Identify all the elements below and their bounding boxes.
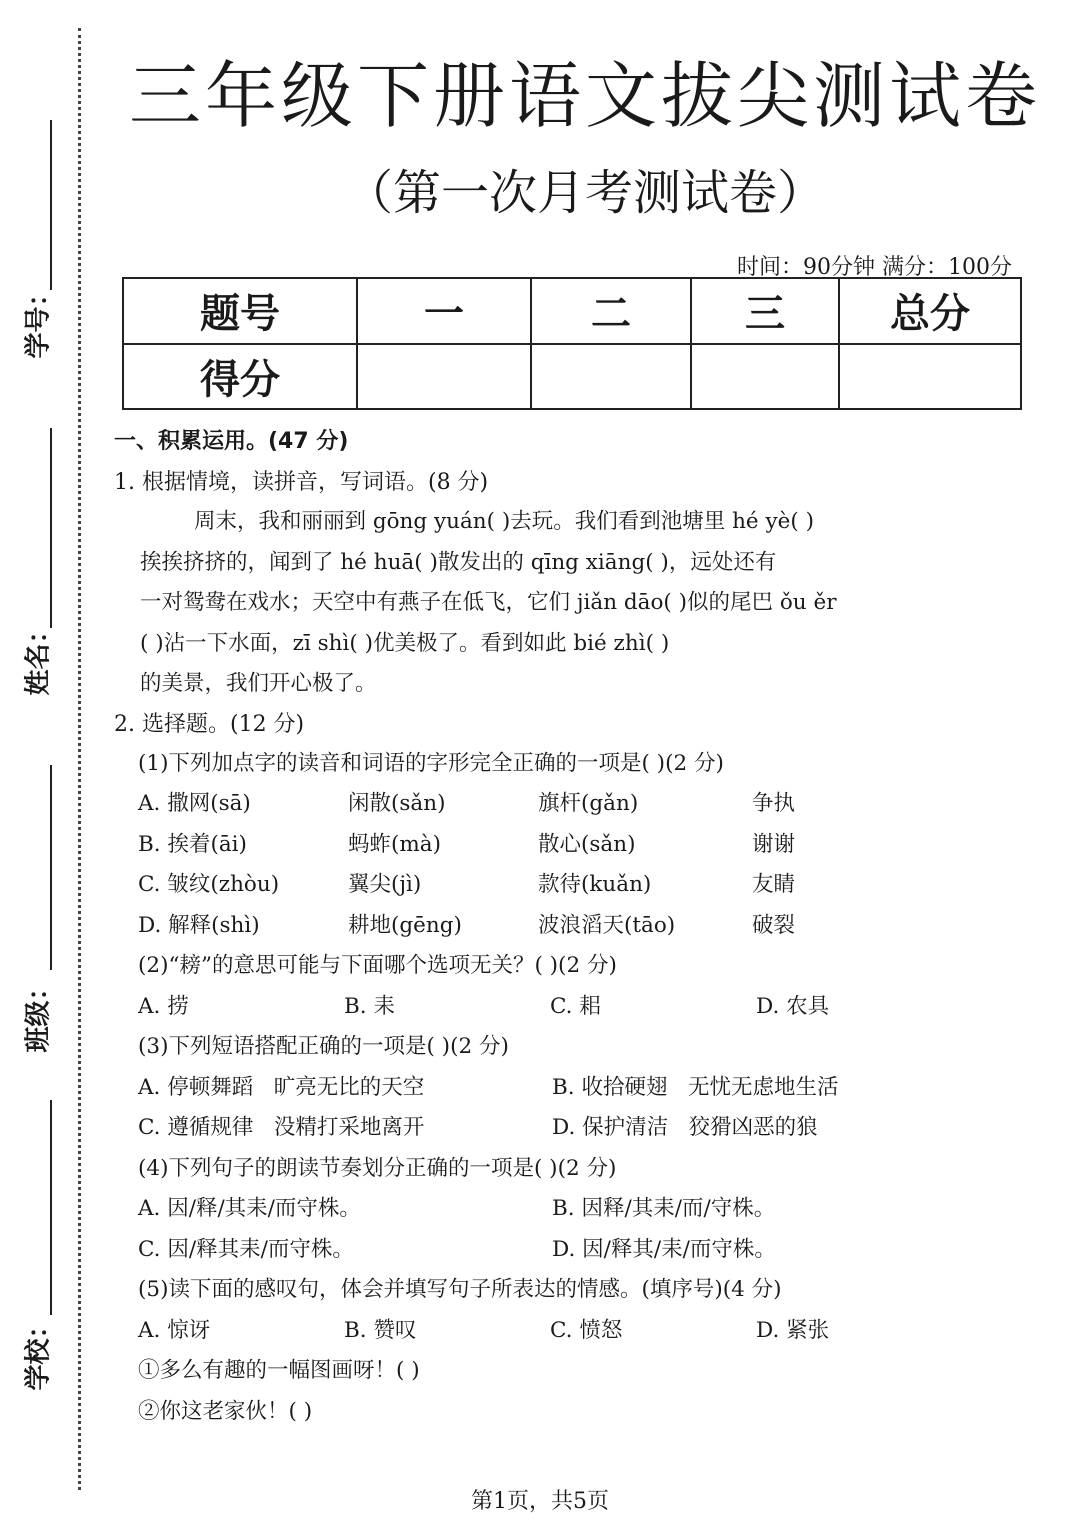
option-cell: A. 撒网(sā)	[138, 791, 251, 816]
passage-line: 周末，我和丽丽到 gōng yuán( )去玩。我们看到池塘里 hé yè( )	[194, 509, 814, 534]
option-cell: 争执	[752, 791, 796, 816]
exclamation-item: ②你这老家伙！( )	[138, 1398, 313, 1424]
score-table-header-cell: 题号	[123, 278, 357, 344]
option-cell: D. 保护清洁 狡猾凶恶的狼	[552, 1115, 818, 1140]
score-table-header-cell: 三	[691, 278, 839, 344]
option-cell: 友睛	[752, 872, 796, 897]
student-number-line	[50, 120, 52, 290]
option-cell: D. 农具	[756, 993, 830, 1019]
option-cell: 蚂蚱(mà)	[348, 831, 441, 857]
question-1-passage	[114, 502, 1034, 705]
option-cell: A. 惊讶	[138, 1317, 211, 1343]
option-cell: 谢谢	[752, 831, 796, 857]
option-cell: C. 愤怒	[550, 1317, 623, 1343]
score-row-label: 得分	[123, 344, 357, 410]
option-cell: 闲散(sǎn)	[348, 791, 446, 816]
passage-line: ( )沾一下水面，zī shì( )优美极了。看到如此 bié zhì( )	[140, 630, 670, 656]
score-table-header-row	[123, 278, 1021, 344]
passage-line: 挨挨挤挤的，闻到了 hé huā( )散发出的 qīng xiāng( )，远处还有	[140, 549, 777, 575]
option-row	[138, 1068, 1034, 1109]
exclamation-item: ①多么有趣的一幅图画呀！( )	[138, 1358, 420, 1383]
time-and-score-info: 时间：90分钟 满分：100分	[737, 255, 1012, 280]
option-cell: C. 遵循规律 没精打采地离开	[138, 1115, 425, 1140]
student-number-label: 学号：	[23, 280, 54, 359]
score-cell[interactable]	[691, 344, 839, 410]
class-label: 班级：	[23, 974, 54, 1053]
option-cell: 波浪滔天(tāo)	[538, 912, 676, 938]
question-2-title: 2. 选择题。(12 分)	[114, 711, 305, 737]
option-cell: B. 赞叹	[344, 1317, 417, 1343]
option-cell: B. 挨着(āi)	[138, 831, 247, 857]
option-row	[138, 1230, 1034, 1271]
score-table	[122, 277, 1022, 410]
section-title: 一、积累运用。(47 分)	[114, 429, 349, 454]
page-footer: 第1页，共5页	[471, 1489, 609, 1514]
option-cell: C. 皱纹(zhòu)	[138, 872, 280, 897]
option-row	[138, 1311, 1034, 1352]
option-row	[138, 906, 1034, 947]
option-cell: D. 解释(shì)	[138, 912, 260, 938]
school-label: 学校：	[23, 1312, 54, 1391]
question-2-3-stem: (3)下列短语搭配正确的一项是( )(2 分)	[138, 1034, 509, 1059]
question-2-5-stem: (5)读下面的感叹句，体会并填写句子所表达的情感。(填序号)(4 分)	[138, 1277, 782, 1302]
option-row	[138, 865, 1034, 906]
option-cell: 散心(sǎn)	[538, 831, 636, 857]
option-cell: D. 紧张	[756, 1317, 830, 1343]
option-cell: 破裂	[752, 912, 796, 938]
score-table-score-row	[123, 344, 1021, 410]
exam-content	[114, 420, 1034, 1432]
question-2-1-stem: (1)下列加点字的读音和词语的字形完全正确的一项是( )(2 分)	[138, 750, 724, 776]
option-row	[138, 825, 1034, 866]
exam-subtitle: （第一次月考测试卷）	[344, 165, 825, 221]
option-row	[138, 1189, 1034, 1230]
score-cell[interactable]	[839, 344, 1021, 410]
option-cell: D. 因/释其/耒/而守株。	[552, 1236, 776, 1262]
school-line	[50, 1100, 52, 1315]
class-line	[50, 765, 52, 970]
score-cell[interactable]	[531, 344, 691, 410]
score-cell[interactable]	[357, 344, 531, 410]
binding-dotted-line	[78, 28, 81, 1490]
score-table-header-cell: 二	[531, 278, 691, 344]
option-row	[138, 1108, 1034, 1149]
question-2-2-stem: (2)“耪”的意思可能与下面哪个选项无关？( )(2 分)	[138, 953, 617, 978]
option-cell: A. 捞	[138, 993, 189, 1019]
option-cell: 旗杆(gǎn)	[538, 791, 639, 816]
option-cell: 耕地(gēng)	[348, 912, 462, 938]
option-cell: 翼尖(jì)	[348, 872, 422, 897]
option-cell: B. 收拾硬翅 无忧无虑地生活	[552, 1074, 839, 1100]
option-row	[138, 987, 1034, 1028]
student-name-line	[50, 428, 52, 628]
option-cell: 款待(kuǎn)	[538, 872, 652, 897]
question-1-title: 1. 根据情境，读拼音，写词语。(8 分)	[114, 470, 489, 495]
option-cell: A. 因/释/其耒/而守株。	[138, 1196, 361, 1221]
option-cell: C. 耜	[550, 993, 601, 1019]
passage-line: 一对鸳鸯在戏水；天空中有燕子在低飞，它们 jiǎn dāo( )似的尾巴 ǒu ěr	[140, 590, 837, 615]
student-name-label: 姓名：	[23, 617, 54, 696]
question-2-4-stem: (4)下列句子的朗读节奏划分正确的一项是( )(2 分)	[138, 1155, 617, 1181]
exam-title: 三年级下册语文拔尖测试卷	[128, 54, 1041, 138]
option-cell: C. 因/释其耒/而守株。	[138, 1236, 354, 1262]
option-cell: B. 因释/其耒/而/守株。	[552, 1196, 776, 1221]
passage-line: 的美景，我们开心极了。	[140, 671, 377, 696]
option-cell: B. 耒	[344, 993, 395, 1019]
option-row	[138, 784, 1034, 825]
score-table-header-cell: 总分	[839, 278, 1021, 344]
option-cell: A. 停顿舞蹈 旷亮无比的天空	[138, 1074, 425, 1100]
score-table-header-cell: 一	[357, 278, 531, 344]
